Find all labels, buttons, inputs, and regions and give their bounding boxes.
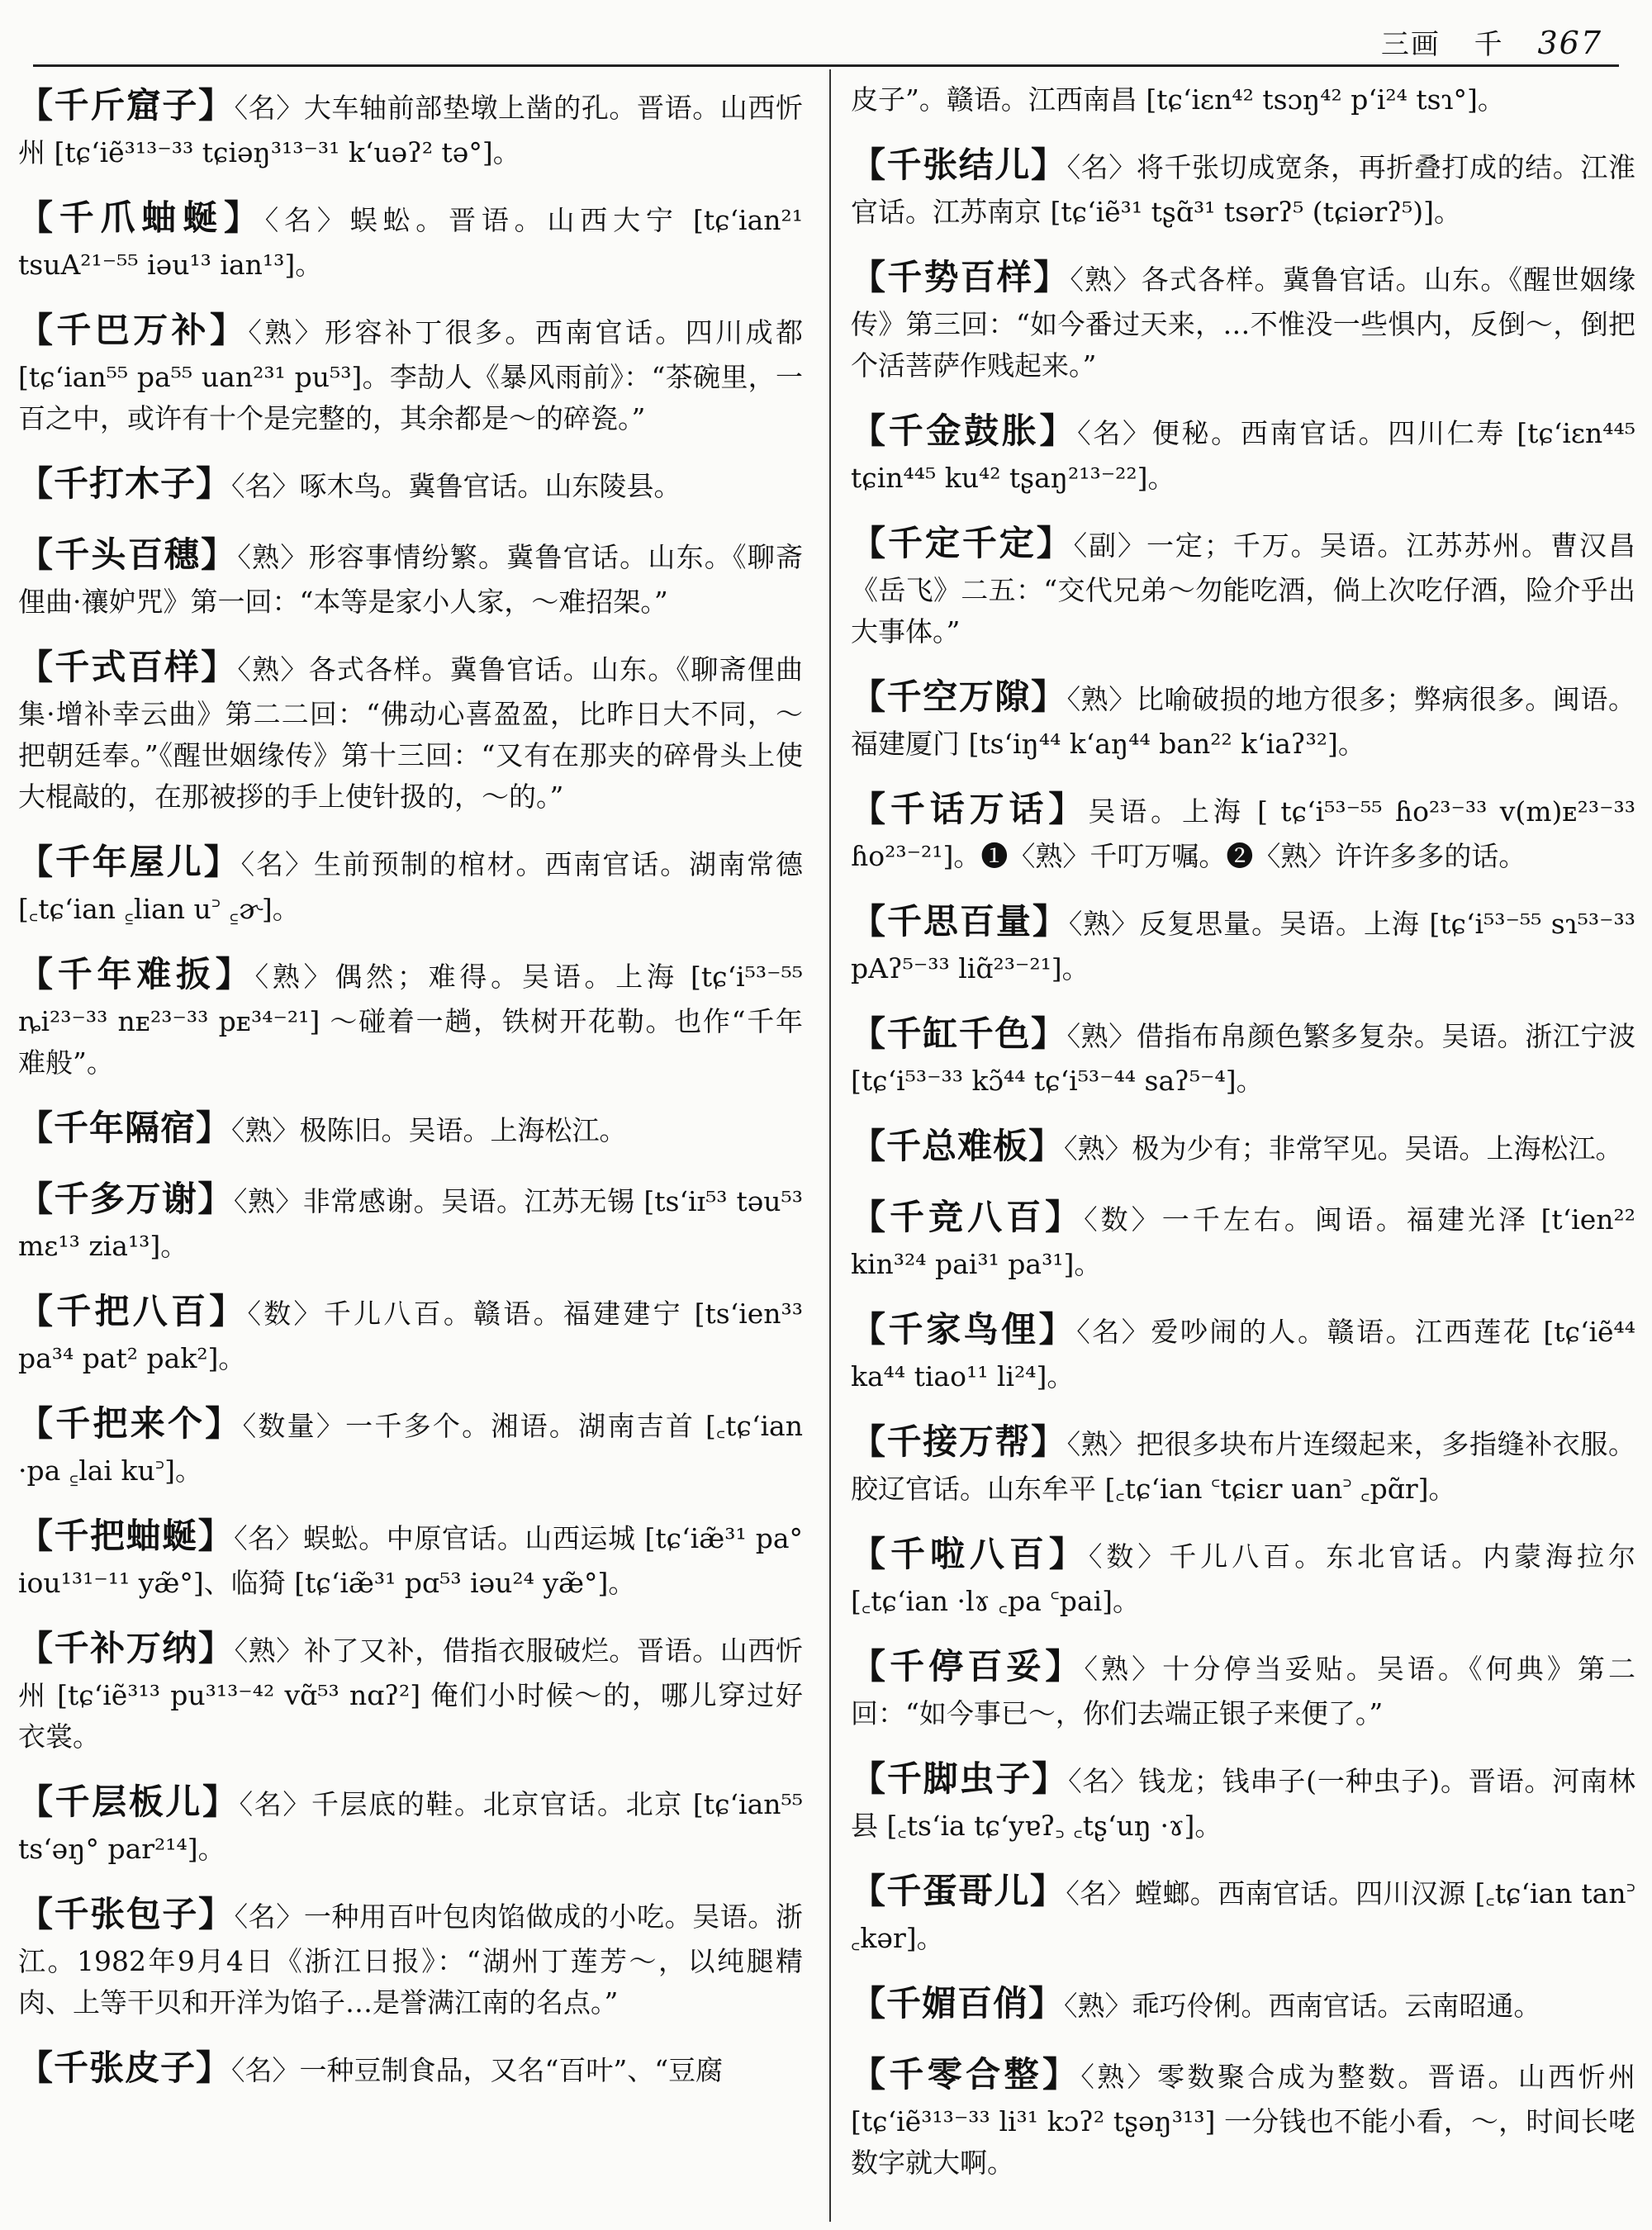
entry-headword: 【千头百穗】 [18, 534, 238, 575]
dictionary-entry [18, 948, 803, 1084]
dictionary-entry [851, 139, 1635, 233]
dictionary-entry [851, 1865, 1635, 1959]
entry-headword: 【千式百样】 [18, 646, 238, 687]
right-column [851, 79, 1635, 2202]
dictionary-entry [18, 304, 803, 439]
entry-definition: 〈名〉便秘。西南官话。四川仁寿 [tɕʻiɛn⁴⁴⁵ tɕin⁴⁴⁵ ku⁴² tʂaŋ²¹³⁻²²]。 [851, 417, 1635, 495]
entry-headword: 【千缸千色】 [851, 1013, 1067, 1055]
entry-definition: 〈熟〉极为少有；非常罕见。吴语。上海松江。 [1064, 1132, 1623, 1165]
entry-definition: 〈名〉爱吵闹的人。赣语。江西莲花 [tɕʻiẽ⁴⁴ ka⁴⁴ tiao¹¹ li²⁴]。 [851, 1316, 1635, 1393]
dictionary-entry [851, 1977, 1635, 2030]
entry-continuation: 皮子”。赣语。江西南昌 [tɕʻiɛn⁴² tsɔŋ⁴² pʻi²⁴ tsɿ°]。 [851, 83, 1505, 116]
dictionary-entry [851, 1191, 1635, 1285]
left-column [18, 79, 803, 2113]
entry-definition: 吴语。上海 [ tɕʻi⁵³⁻⁵⁵ ɦo²³⁻³³ v(m)ᴇ²³⁻³³ ɦo²³⁻²¹]。❶〈熟〉千叮万嘱。❷〈熟〉许许多多的话。 [851, 795, 1635, 873]
dictionary-entry [18, 79, 803, 173]
dictionary-entry [18, 529, 803, 623]
dictionary-entry [18, 1888, 803, 2024]
dictionary-entry [18, 458, 803, 510]
entry-definition: 〈熟〉各式各样。冀鲁官话。山东。《聊斋俚曲集·增补幸云曲》第二二回：“佛动心喜盈盈，比昨日大不同，～把朝廷奉。”《醒世姻缘传》第十三回：“又有在那夹的碎骨头上使大棍敲的，在那被拶的手上使针扱的，～的。” [18, 652, 803, 814]
dictionary-entry [851, 783, 1635, 877]
entry-definition: 〈熟〉把很多块布片连缀起来，多指缝补衣服。胶辽官话。山东牟平 [꜀tɕʻian ꜂tɕiɛr uan꜄ ꜀pɑ̃r]。 [851, 1428, 1635, 1505]
entry-headword: 【千空万隙】 [851, 676, 1067, 718]
entry-definition: 〈熟〉十分停当妥贴。吴语。《何典》第二回：“如今事已～，你们去端正银子来便了。” [851, 1653, 1635, 1729]
dictionary-entry [18, 836, 803, 930]
entry-definition: 〈名〉一种豆制食品，又名“百叶”、“豆腐 [231, 2054, 724, 2087]
header-rule [33, 64, 1619, 67]
page-header [50, 18, 1602, 64]
entry-definition: 〈名〉螳螂。西南官话。四川汉源 [꜀tɕʻian tan꜄ ꜀kər]。 [851, 1877, 1635, 1954]
entry-headword: 【千把来个】 [18, 1403, 243, 1445]
entry-definition: 〈熟〉偶然；难得。吴语。上海 [tɕʻi⁵³⁻⁵⁵ ȵi²³⁻³³ nᴇ²³⁻³³ pᴇ³⁴⁻²¹] ～碰着一趟，铁树开花勒。也作“千年难般”。 [18, 961, 803, 1079]
entry-definition: 〈数〉千儿八百。赣语。福建建宁 [tsʻien³³ pa³⁴ pat² pak²]。 [18, 1298, 803, 1374]
entry-headword: 【千年隔宿】 [18, 1108, 232, 1149]
dictionary-entry [851, 2048, 1635, 2184]
dictionary-entry [18, 1285, 803, 1379]
entry-definition: 〈熟〉形容事情纷繁。冀鲁官话。山东。《聊斋俚曲·禳妒咒》第一回：“本等是家小人家，～难招架。” [18, 540, 803, 618]
entry-headword: 【千多万谢】 [18, 1179, 234, 1220]
entry-definition: 〈熟〉乖巧伶俐。西南官话。云南昭通。 [1064, 1990, 1541, 2023]
running-head-section: 三画 [1380, 28, 1441, 61]
entry-definition: 〈名〉生前预制的棺材。西南官话。湖南常德 [꜀tɕʻian ꜁lian u꜄ ꜁ɚ]。 [18, 848, 803, 926]
dictionary-entry [851, 1640, 1635, 1734]
dictionary-entry [851, 1753, 1635, 1847]
column-divider [829, 69, 831, 2222]
entry-definition: 〈名〉千层底的鞋。北京官话。北京 [tɕʻian⁵⁵ tsʻəŋ° par²¹⁴]。 [18, 1788, 803, 1866]
dictionary-entry [851, 1416, 1635, 1510]
entry-headword: 【千啦八百】 [851, 1534, 1089, 1575]
entry-definition: 〈数〉千儿八百。东北官话。内蒙海拉尔 [꜀tɕʻian ·lɤ ꜀pa ꜂pai]。 [851, 1540, 1635, 1617]
entry-headword: 【千年屋儿】 [18, 842, 241, 883]
entry-definition: 〈熟〉借指布帛颜色繁多复杂。吴语。浙江宁波 [tɕʻi⁵³⁻³³ kɔ̃⁴⁴ tɕʻi⁵³⁻⁴⁴ saʔ⁵⁻⁴]。 [851, 1020, 1635, 1098]
entry-definition: 〈熟〉极陈旧。吴语。上海松江。 [231, 1114, 627, 1147]
dictionary-entry [18, 2042, 803, 2095]
entry-definition: 〈数量〉一千多个。湘语。湖南吉首 [꜀tɕʻian ·pa ꜁lai ku꜄]。 [18, 1410, 803, 1487]
dictionary-entry [18, 1510, 803, 1604]
dictionary-entry [18, 1397, 803, 1492]
dictionary-entry [18, 1102, 803, 1155]
dictionary-entry [851, 895, 1635, 989]
dictionary-entry [18, 192, 803, 286]
entry-definition: 〈熟〉反复思量。吴语。上海 [tɕʻi⁵³⁻⁵⁵ sɿ⁵³⁻³³ pAʔ⁵⁻³³ liɑ̃²³⁻²¹]。 [851, 908, 1635, 985]
entry-headword: 【千补万纳】 [18, 1628, 235, 1669]
entry-definition: 〈熟〉形容补丁很多。西南官话。四川成都 [tɕʻian⁵⁵ pa⁵⁵ uan²³¹ pu⁵³]。李劼人《暴风雨前》：“茶碗里，一百之中，或许有十个是完整的，其余都是～的碎瓷。” [18, 316, 803, 434]
entry-headword: 【千层板儿】 [18, 1782, 240, 1823]
entry-definition: 〈名〉一种用百叶包肉馅做成的小吃。吴语。浙江。1982年9月4日《浙江日报》：“湖州丁莲芳～，以纯腿精肉、上等干贝和开洋为馅子…是誉满江南的名点。” [18, 1900, 803, 2019]
entry-headword: 【千定千定】 [851, 523, 1074, 564]
dictionary-entry [851, 405, 1635, 499]
entry-headword: 【千竞八百】 [851, 1197, 1085, 1238]
entry-headword: 【千家鸟俚】 [851, 1309, 1077, 1350]
entry-headword: 【千打木子】 [18, 463, 232, 505]
entry-definition: 〈名〉大车轴前部垫墩上凿的孔。晋语。山西忻州 [tɕʻiẽ³¹³⁻³³ tɕiəŋ³¹³⁻³¹ kʻuəʔ² tə°]。 [18, 92, 803, 168]
entry-headword: 【千张皮子】 [18, 2047, 232, 2089]
entry-definition: 〈名〉啄木鸟。冀鲁官话。山东陵县。 [231, 470, 681, 503]
entry-headword: 【千总难板】 [851, 1126, 1065, 1167]
dictionary-entry [851, 1008, 1635, 1102]
entry-headword: 【千蛋哥儿】 [851, 1871, 1066, 1912]
entry-definition: 〈熟〉补了又补，借指衣服破烂。晋语。山西忻州 [tɕʻiẽ³¹³ pu³¹³⁻⁴² vɑ̃⁵³ nɑʔ²] 俺们小时候～的，哪儿穿过好衣裳。 [18, 1635, 803, 1753]
entry-headword: 【千思百量】 [851, 901, 1069, 942]
entry-definition: 〈名〉蜈蚣。晋语。山西大宁 [tɕʻian²¹ tsuA²¹⁻⁵⁵ iəu¹³ ian¹³]。 [18, 203, 803, 281]
dictionary-entry [851, 671, 1635, 765]
dictionary-entry [851, 1120, 1635, 1173]
entry-headword: 【千媚百俏】 [851, 1983, 1065, 2024]
entry-definition: 〈数〉一千左右。闽语。福建光泽 [tʻien²² kin³²⁴ pai³¹ pa³¹]。 [851, 1203, 1635, 1280]
entry-headword: 【千巴万补】 [18, 309, 249, 350]
running-head-char: 千 [1474, 28, 1504, 61]
entry-headword: 【千停百妥】 [851, 1646, 1085, 1687]
entry-definition: 〈名〉蜈蚣。中原官话。山西运城 [tɕʻiæ̃³¹ pa° iou¹³¹⁻¹¹ yæ̃°]、临猗 [tɕʻiæ̃³¹ pɑ⁵³ iəu²⁴ yæ̃°]。 [18, 1522, 803, 1599]
dictionary-entry [851, 517, 1635, 652]
page-number: 367 [1537, 25, 1602, 61]
entry-headword: 【千零合整】 [851, 2053, 1081, 2095]
entry-headword: 【千接万帮】 [851, 1421, 1067, 1463]
entry-definition: 〈熟〉比喻破损的地方很多；弊病很多。闽语。福建厦门 [tsʻiŋ⁴⁴ kʻaŋ⁴⁴ ban²² kʻiaʔ³²]。 [851, 683, 1635, 761]
entry-headword: 【千张结儿】 [851, 145, 1067, 186]
running-head [1358, 21, 1602, 62]
entry-headword: 【千把八百】 [18, 1291, 248, 1332]
entry-headword: 【千斤窟子】 [18, 85, 235, 126]
entry-definition: 〈熟〉各式各样。冀鲁官话。山东。《醒世姻缘传》第三回：“如今番过天来，…不惟没一些惧内，反倒～，倒把个活菩萨作贱起来。” [851, 263, 1635, 382]
entry-headword: 【千脚虫子】 [851, 1758, 1069, 1800]
entry-headword: 【千金鼓胀】 [851, 410, 1078, 452]
dictionary-entry [18, 1173, 803, 1267]
dictionary-entry [851, 251, 1635, 387]
entry-headword: 【千张包子】 [18, 1894, 235, 1935]
entry-headword: 【千把蚰蜒】 [18, 1516, 235, 1557]
entry-definition: 〈熟〉非常感谢。吴语。江苏无锡 [tsʻiɪ⁵³ təu⁵³ mɛ¹³ zia¹³]。 [18, 1185, 803, 1262]
entry-headword: 【千势百样】 [851, 257, 1070, 298]
entry-headword: 【千年难扳】 [18, 954, 255, 995]
dictionary-entry [851, 1528, 1635, 1622]
entry-definition: 〈熟〉零数聚合成为整数。晋语。山西忻州 [tɕʻiẽ³¹³⁻³³ li³¹ kɔʔ² tʂəŋ³¹³] 一分钱也不能小看，～，时间长咾数字就大啊。 [851, 2060, 1635, 2179]
dictionary-entry [851, 1303, 1635, 1397]
dictionary-entry [18, 641, 803, 818]
entry-definition: 〈名〉将千张切成宽条，再折叠打成的结。江淮官话。江苏南京 [tɕʻiẽ³¹ tʂɑ̃³¹ tsərʔ⁵ (tɕiərʔ⁵)]。 [851, 151, 1635, 228]
dictionary-entry [18, 1622, 803, 1758]
entry-definition: 〈名〉钱龙；钱串子(一种虫子)。晋语。河南林县 [꜀tsʻia tɕʻyɐʔ꜆ ꜀tʂʻuŋ ·ɤ]。 [851, 1765, 1635, 1842]
entry-headword: 【千话万话】 [851, 789, 1089, 830]
entry-definition: 〈副〉一定；千万。吴语。江苏苏州。曹汉昌《岳飞》二五：“交代兄弟～勿能吃酒，倘上次吃仔酒，险介乎出大事体。” [851, 529, 1635, 648]
entry-headword: 【千爪蚰蜒】 [18, 197, 265, 238]
dictionary-entry [18, 1776, 803, 1870]
